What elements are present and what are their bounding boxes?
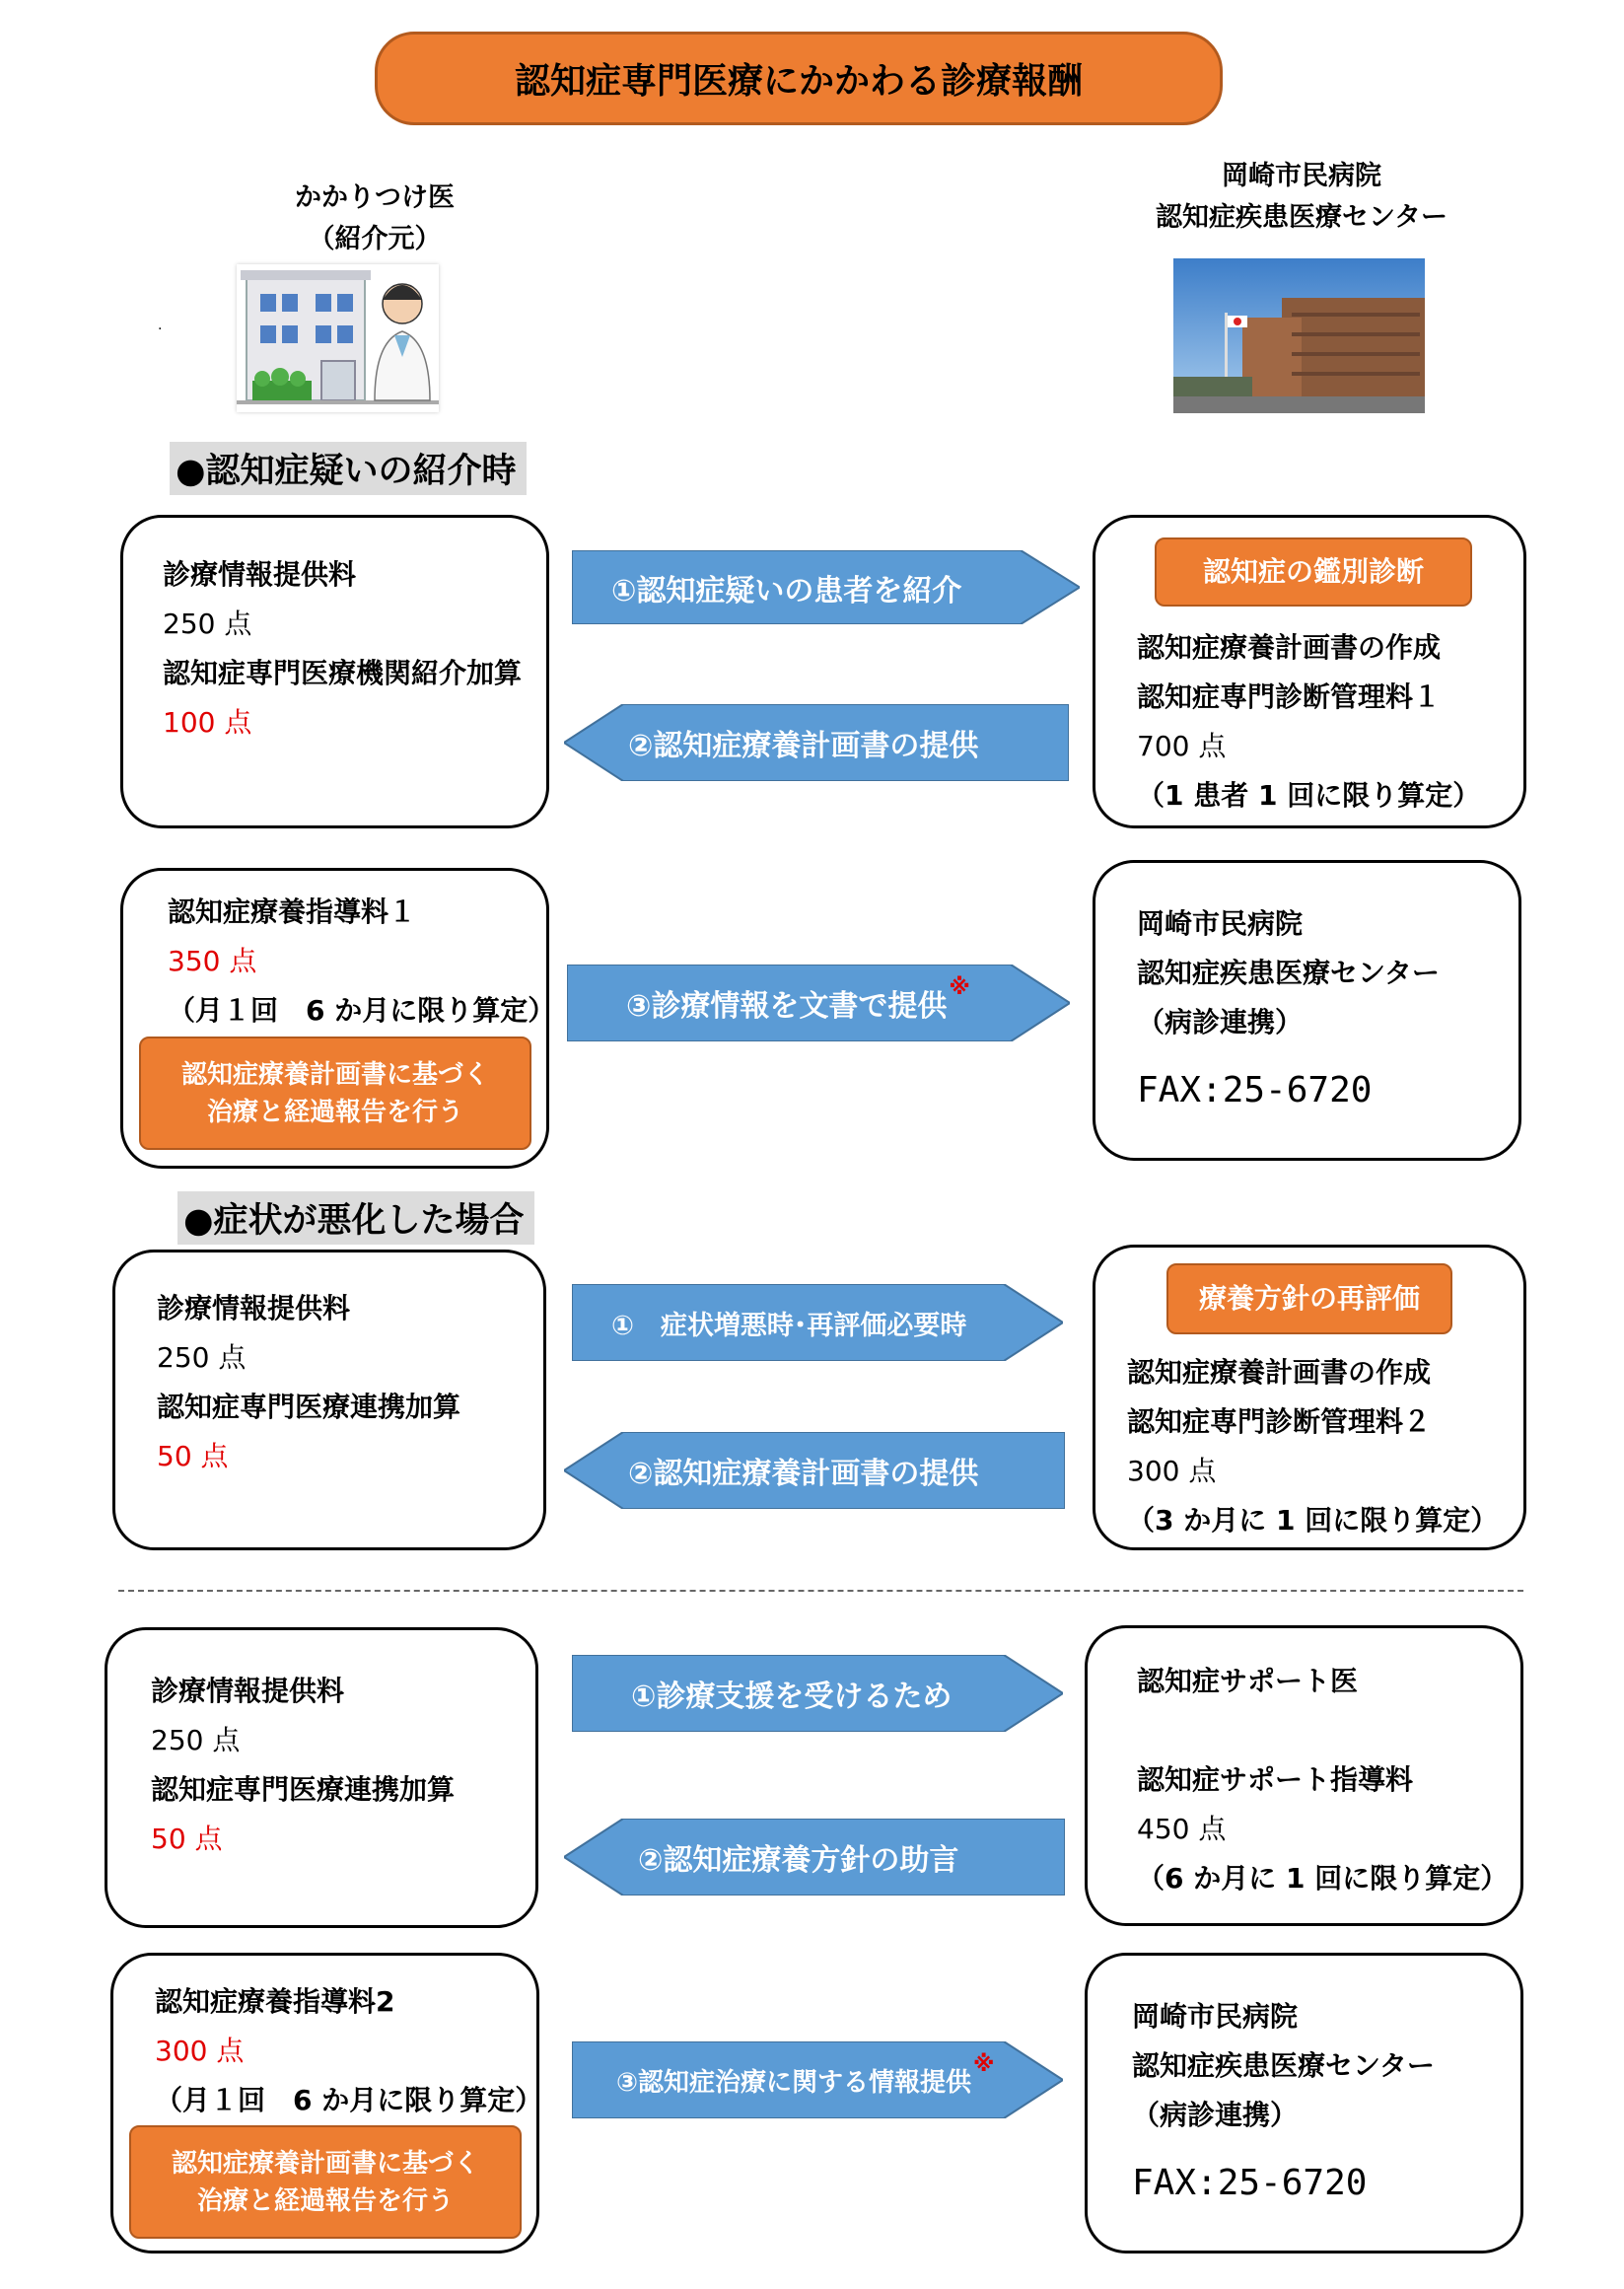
addition-points: 50 点 xyxy=(157,1440,229,1472)
arrow-document-info-label xyxy=(626,965,970,1041)
referring-doctor-label xyxy=(227,178,523,260)
fee-name: 診療情報提供料 xyxy=(163,558,357,591)
treatment-report-line2: 治療と経過報告を行う xyxy=(206,1097,463,1127)
arrow-receive-support xyxy=(572,1655,1063,1732)
hospital-photo-icon xyxy=(1173,258,1425,413)
referral-fee-box xyxy=(120,515,549,828)
hospital-label xyxy=(1094,156,1509,239)
arrow-policy-advice xyxy=(564,1819,1065,1896)
cooperation-fee-box xyxy=(112,1250,546,1550)
diagnosis-mgmt-fee: 認知症専門診断管理料１ xyxy=(1137,680,1442,713)
arrow-refer-patient-label: ①認知症疑いの患者を紹介 xyxy=(611,573,962,608)
care-plan-creation: 認知症療養計画書の作成 xyxy=(1137,631,1442,664)
contact-fax: FAX:25-6720 xyxy=(1132,2163,1368,2203)
differential-diagnosis-box xyxy=(1093,515,1526,828)
treatment-report-line1: 認知症療養計画書に基づく xyxy=(171,2148,479,2179)
guidance-fee-name: 認知症療養指導料2 xyxy=(155,1985,395,2018)
arrow-treatment-info-text: ③認知症治療に関する情報提供 xyxy=(616,2067,972,2098)
addition-name: 認知症専門医療連携加算 xyxy=(151,1773,456,1806)
fee-name: 診療情報提供料 xyxy=(157,1292,351,1324)
arrow-treatment-info-label xyxy=(616,2041,994,2118)
care-plan-creation: 認知症療養計画書の作成 xyxy=(1127,1356,1432,1389)
support-guidance-points: 450 点 xyxy=(1137,1813,1227,1845)
referring-doctor-role: （紹介元） xyxy=(308,224,442,254)
arrow-receive-support-label: ①診療支援を受けるため xyxy=(631,1680,953,1714)
arrow-treatment-info xyxy=(572,2041,1063,2118)
note-mark: ※ xyxy=(949,974,970,1000)
referring-doctor-name: かかりつけ医 xyxy=(295,182,455,213)
diagnosis-mgmt-limit: （3 か月に 1 回に限り算定） xyxy=(1127,1504,1499,1537)
guidance-fee-2-box xyxy=(110,1953,543,2253)
arrow-reevaluation-needed xyxy=(572,1284,1063,1361)
arrow-care-plan-provision-2-label: ②認知症療養計画書の提供 xyxy=(628,1457,979,1491)
hospital-name: 岡崎市民病院 xyxy=(1222,161,1381,191)
guidance-fee-box xyxy=(120,868,556,1169)
guidance-fee-name: 認知症療養指導料１ xyxy=(168,895,417,928)
fee-points: 250 点 xyxy=(151,1724,241,1756)
arrow-care-plan-provision-2 xyxy=(564,1432,1065,1509)
guidance-fee-limit: （月１回 6 か月に限り算定） xyxy=(155,2084,543,2116)
support-doctor-name: 認知症サポート医 xyxy=(1137,1665,1359,1697)
fee-points: 250 点 xyxy=(163,608,252,640)
dot-mark: . xyxy=(158,318,163,333)
contact-hospital-name: 岡崎市民病院 xyxy=(1137,907,1304,940)
support-guidance-limit: （6 か月に 1 回に限り算定） xyxy=(1137,1862,1509,1895)
addition-name: 認知症専門医療連携加算 xyxy=(157,1391,461,1423)
diagnosis-mgmt-limit: （1 患者 1 回に限り算定） xyxy=(1137,779,1481,812)
contact-cooperation: （病診連携） xyxy=(1137,1006,1304,1038)
diagnosis-mgmt-points: 300 点 xyxy=(1127,1455,1217,1487)
support-guidance-fee: 認知症サポート指導料 xyxy=(1137,1763,1414,1796)
diagnosis-mgmt-fee: 認知症専門診断管理料２ xyxy=(1127,1405,1432,1438)
treatment-report-line1: 認知症療養計画書に基づく xyxy=(180,1059,489,1090)
arrow-document-info-text: ③診療情報を文書で提供 xyxy=(626,989,948,1024)
contact-cooperation: （病診連携） xyxy=(1132,2099,1299,2131)
section-divider xyxy=(118,1590,1523,1592)
support-doctor-box xyxy=(1085,1625,1523,1926)
contact-center-name: 認知症疾患医療センター xyxy=(1137,957,1440,989)
treatment-report-line2: 治療と経過報告を行う xyxy=(196,2185,454,2216)
guidance-fee-limit: （月１回 6 か月に限り算定） xyxy=(168,994,556,1027)
arrow-care-plan-provision-label: ②認知症療養計画書の提供 xyxy=(628,729,979,763)
clinic-doctor-icon xyxy=(237,264,439,412)
arrow-reevaluation-needed-label: ① 症状増悪時･再評価必要時 xyxy=(611,1310,967,1341)
reevaluation-badge: 療養方針の再評価 xyxy=(1166,1263,1452,1334)
hospital-contact-box-2 xyxy=(1085,1953,1523,2253)
section-heading-referral: ●認知症疑いの紹介時 xyxy=(170,442,527,495)
diagnosis-mgmt-points: 700 点 xyxy=(1137,730,1227,762)
arrow-refer-patient xyxy=(572,550,1080,624)
guidance-fee-points: 350 点 xyxy=(168,945,257,977)
treatment-report-badge xyxy=(129,2125,522,2239)
fee-name: 診療情報提供料 xyxy=(151,1675,345,1707)
contact-center-name: 認知症疾患医療センター xyxy=(1132,2049,1435,2082)
page-title: 認知症専門医療にかかわる診療報酬 xyxy=(375,32,1223,125)
support-fee-box xyxy=(105,1627,538,1928)
hospital-center-name: 認知症疾患医療センター xyxy=(1156,202,1447,233)
arrow-document-info xyxy=(567,965,1070,1041)
arrow-care-plan-provision xyxy=(564,704,1069,781)
fee-points: 250 点 xyxy=(157,1341,247,1374)
contact-hospital-name: 岡崎市民病院 xyxy=(1132,2000,1299,2033)
differential-diagnosis-badge: 認知症の鑑別診断 xyxy=(1155,537,1472,607)
reevaluation-box xyxy=(1093,1245,1526,1550)
guidance-fee-points: 300 点 xyxy=(155,2035,245,2067)
contact-fax: FAX:25-6720 xyxy=(1137,1070,1373,1110)
addition-name: 認知症専門医療機関紹介加算 xyxy=(163,657,523,689)
addition-points: 100 点 xyxy=(163,706,252,739)
hospital-contact-box xyxy=(1093,860,1521,1161)
arrow-policy-advice-label: ②認知症療養方針の助言 xyxy=(638,1843,959,1878)
note-mark: ※ xyxy=(973,2051,995,2077)
addition-points: 50 点 xyxy=(151,1823,223,1855)
section-heading-worsening: ●症状が悪化した場合 xyxy=(177,1191,534,1245)
treatment-report-badge xyxy=(139,1037,531,1150)
